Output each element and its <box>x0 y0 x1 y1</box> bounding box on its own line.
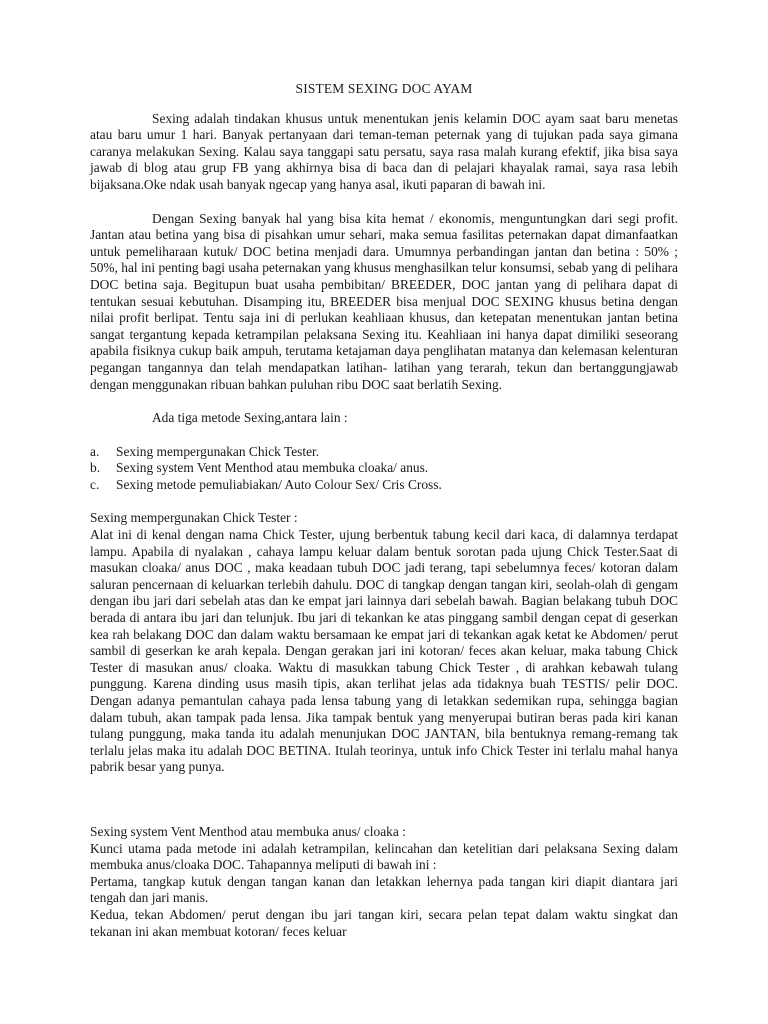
document-content <box>90 81 678 940</box>
section-body-vent-method: Kunci utama pada metode ini adalah ketrampilan, kelincahan dan ketelitian dari pelaksana Sexing dalam membuka anus/cloaka DOC. Tahapannya meliputi di bawah ini : <box>90 840 678 873</box>
document-title: SISTEM SEXING DOC AYAM <box>295 81 473 96</box>
list-marker: b. <box>90 460 101 476</box>
list-item <box>90 477 678 494</box>
spacer <box>90 427 678 444</box>
methods-intro: Ada tiga metode Sexing,antara lain : <box>152 410 348 426</box>
spacer <box>90 194 678 211</box>
list-item <box>90 460 678 477</box>
spacer <box>90 393 678 410</box>
benefits-paragraph: Dengan Sexing banyak hal yang bisa kita hemat / ekonomis, menguntungkan dari segi profit. Jantan atau betina yang bisa di pisahkan umur sehari, maka semua fasilitas peternakan dapat dimanfaatkan untuk pemeliharaan kutuk/ DOC betina menjadi dara. Umumnya perbandingan jantan dan betina : 50% ; 50%, hal ini penting bagi usaha peternakan yang khusus menghasilkan telur konsumsi, sebab yang di pelihara DOC betina saja. Begitupun buat usaha pembibitan/ BREEDER, DOC jantan yang di pelihara dapat di tentukan sesuai kebutuhan. Disamping itu, BREEDER bisa menjual DOC SEXING khusus betina dengan nilai profit berlipat. Tentu saja ini di perlukan keahliaan khusus, dan ketepatan menentukan jantan betina sangat tergantung kepada ketrampilan pelaksana Sexing itu. Keahliaan ini hanya dapat dimiliki seseorang apabila fisiknya cukup baik ampuh, terutama ketajaman daya penglihatan matanya dan kelemasan kelenturan pegangan tangannya dan telah mendapatkan latihan- latihan yang terarah, tekun dan bertanggungjawab dengan menggunakan ribuan bahkan puluhan ribu DOC saat berlatih Sexing. <box>90 210 678 392</box>
list-item-text: Sexing metode pemuliabiakan/ Auto Colour Sex/ Cris Cross. <box>116 476 442 492</box>
list-item-text: Sexing system Vent Menthod atau membuka cloaka/ anus. <box>116 460 429 476</box>
section-heading-chick-tester: Sexing mempergunakan Chick Tester : <box>90 510 298 526</box>
methods-list <box>90 444 678 494</box>
spacer <box>90 493 678 510</box>
list-item-text: Sexing mempergunakan Chick Tester. <box>116 443 320 459</box>
intro-paragraph: Sexing adalah tindakan khusus untuk menentukan jenis kelamin DOC ayam saat baru menetas atau baru umur 1 hari. Banyak pertanyaan dari teman-teman peternak yang di tujukan pada saya gimana caranya melakukan Sexing. Kalau saya tanggapi satu persatu, saya rasa malah kurang efektif, jika bisa saya jawab di blog atau grup FB yang akhirnya bisa di baca dan di pelajari khayalak ramai, saya rasa lebih bijaksana.Oke ndak usah banyak ngecap yang hanya asal, ikuti paparan di bawah ini. <box>90 110 678 192</box>
step-paragraph-2: Kedua, tekan Abdomen/ perut dengan ibu jari tangan kiri, secara pelan tepat dalam waktu singkat dan tekanan ini akan membuat kotoran/ feces keluar <box>90 906 678 939</box>
step-paragraph-1: Pertama, tangkap kutuk dengan tangan kanan dan letakkan lehernya pada tangan kiri diapit diantara jari tengah dan jari manis. <box>90 873 678 906</box>
spacer <box>90 776 678 824</box>
list-marker: a. <box>90 443 100 459</box>
section-heading-vent-method: Sexing system Vent Menthod atau membuka anus/ cloaka : <box>90 823 406 839</box>
list-marker: c. <box>90 476 100 492</box>
section-body-chick-tester: Alat ini di kenal dengan nama Chick Tester, ujung berbentuk tabung kecil dari kaca, di dalamnya terdapat lampu. Apabila di nyalakan , cahaya lampu keluar dalam bentuk sorotan pada ujung Chick Tester.Saat di masukan cloaka/ anus DOC , maka keadaan tubuh DOC jadi terang, tapi sebelumnya feces/ kotoran dalam saluran pencernaan di keluarkan terlebih dahulu. DOC di tangkap dengan tangan kiri, seolah-olah di gengam dengan ibu jari dari sebelah atas dan ke empat jari lainnya dari sebelah bawah. Bagian belakang tubuh DOC berada di antara ibu jari dan telunjuk. Ibu jari di tekankan ke atas pinggang sambil dengan cepat di geserkan kea rah belakang DOC dan dalam waktu bersamaan ke empat jari di tekankan agak ketat ke Abdomen/ perut sambil di geserkan ke arah kepala. Dengan gerakan jari ini kotoran/ feces akan keluar, maka tabung Chick Tester di masukan anus/ cloaka. Waktu di masukkan tabung Chick Tester , di arahkan kebawah tulang punggung. Karena dinding usus masih tipis, akan terlihat jelas ada tidaknya buah TESTIS/ pelir DOC. Dengan adanya pemantulan cahaya pada lensa tabung yang di letakkan sedemikan rupa, sehingga bagian dalam tubuh, akan tampak pada lensa. Jika tampak bentuk yang menyerupai butiran beras pada kiri kanan tulang punggung, maka tanda itu adalah menunjukan DOC JANTAN, bila bentuknya remang-remang tak terlalu jelas maka itu adalah DOC BETINA. Itulah teorinya, untuk info Chick Tester ini terlalu mahal hanya pabrik besar yang punya. <box>90 527 678 775</box>
list-item <box>90 444 678 461</box>
